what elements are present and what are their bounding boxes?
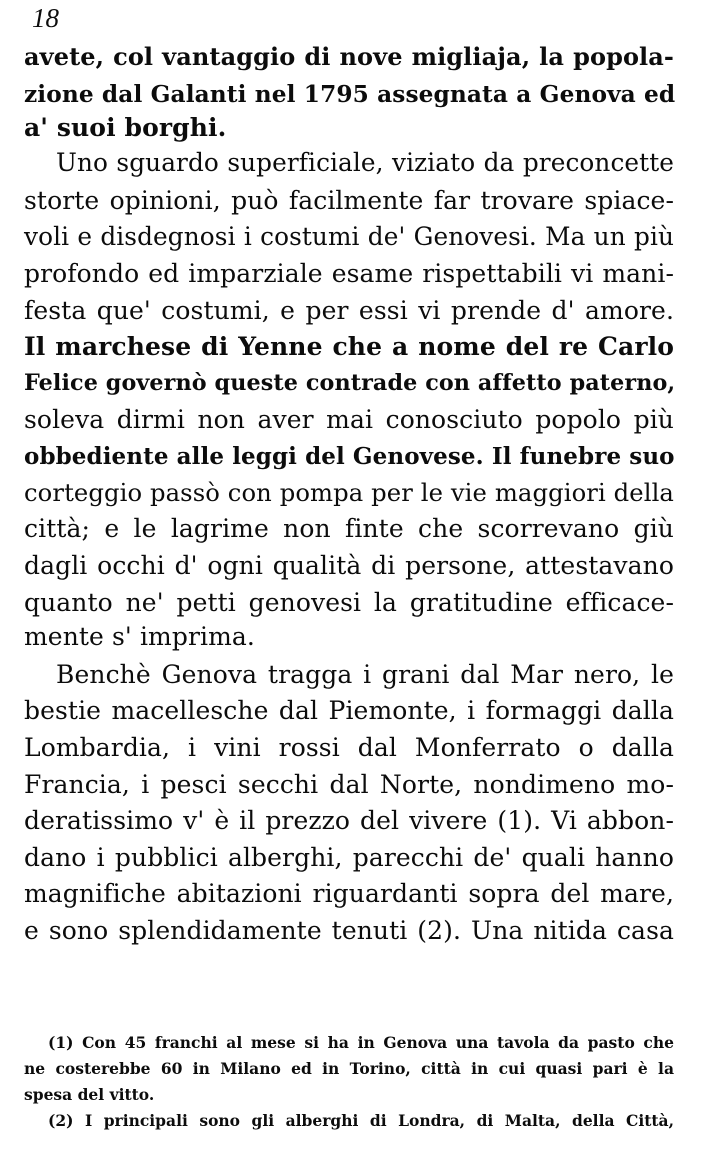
- body-line-10: Felice governò queste contrade con affetto paterno,: [24, 370, 676, 396]
- body-line-15: dagli occhi d' ogni qualità di persone, attestavano: [24, 551, 674, 580]
- page-number: 18: [32, 3, 59, 33]
- footnote-line-4: (2) I principali sono gli alberghi di Londra, di Malta, della Città,: [48, 1111, 674, 1130]
- body-line-24: magnifiche abitazioni riguardanti sopra del mare,: [24, 879, 674, 908]
- body-line-7: profondo ed imparziale esame rispettabili vi mani-: [24, 259, 674, 288]
- body-line-1: avete, col vantaggio di nove migliaja, la popola-: [24, 42, 674, 71]
- body-line-14: città; e le lagrime non finte che scorrevano giù: [24, 514, 674, 543]
- body-line-20: Lombardia, i vini rossi dal Monferrato o dalla: [24, 733, 674, 762]
- body-line-11: soleva dirmi non aver mai conosciuto popolo più: [24, 405, 674, 434]
- footnote-line-2: ne costerebbe 60 in Milano ed in Torino, città in cui quasi pari è la: [24, 1059, 674, 1078]
- body-line-22: deratissimo v' è il prezzo del vivere (1). Vi abbon-: [24, 806, 674, 835]
- body-line-3: a' suoi borghi.: [24, 113, 227, 142]
- footnote-line-3: spesa del vitto.: [24, 1085, 155, 1104]
- body-line-21: Francia, i pesci secchi dal Norte, nondimeno mo-: [24, 770, 674, 799]
- body-line-6: voli e disdegnosi i costumi de' Genovesi. Ma un più: [24, 222, 674, 251]
- body-line-17: mente s' imprima.: [24, 622, 255, 651]
- body-line-9: Il marchese di Yenne che a nome del re Carlo: [24, 332, 674, 361]
- body-line-25: e sono splendidamente tenuti (2). Una nitida casa: [24, 916, 674, 945]
- body-line-5: storte opinioni, può facilmente far trovare spiace-: [24, 186, 674, 215]
- body-line-2: zione dal Galanti nel 1795 assegnata a Genova ed: [24, 81, 676, 108]
- body-line-18: Benchè Genova tragga i grani dal Mar nero, le: [56, 660, 674, 689]
- body-line-23: dano i pubblici alberghi, parecchi de' quali hanno: [24, 843, 674, 872]
- footnote-line-1: (1) Con 45 franchi al mese si ha in Genova una tavola da pasto che: [48, 1033, 674, 1052]
- body-line-16: quanto ne' petti genovesi la gratitudine efficace-: [24, 588, 674, 617]
- body-line-4: Uno sguardo superficiale, viziato da preconcette: [56, 148, 674, 177]
- body-line-19: bestie macellesche dal Piemonte, i formaggi dalla: [24, 696, 674, 725]
- body-line-13: corteggio passò con pompa per le vie maggiori della: [24, 478, 674, 507]
- body-line-8: festa que' costumi, e per essi vi prende d' amore.: [24, 296, 674, 325]
- body-line-12: obbediente alle leggi del Genovese. Il funebre suo: [24, 443, 675, 470]
